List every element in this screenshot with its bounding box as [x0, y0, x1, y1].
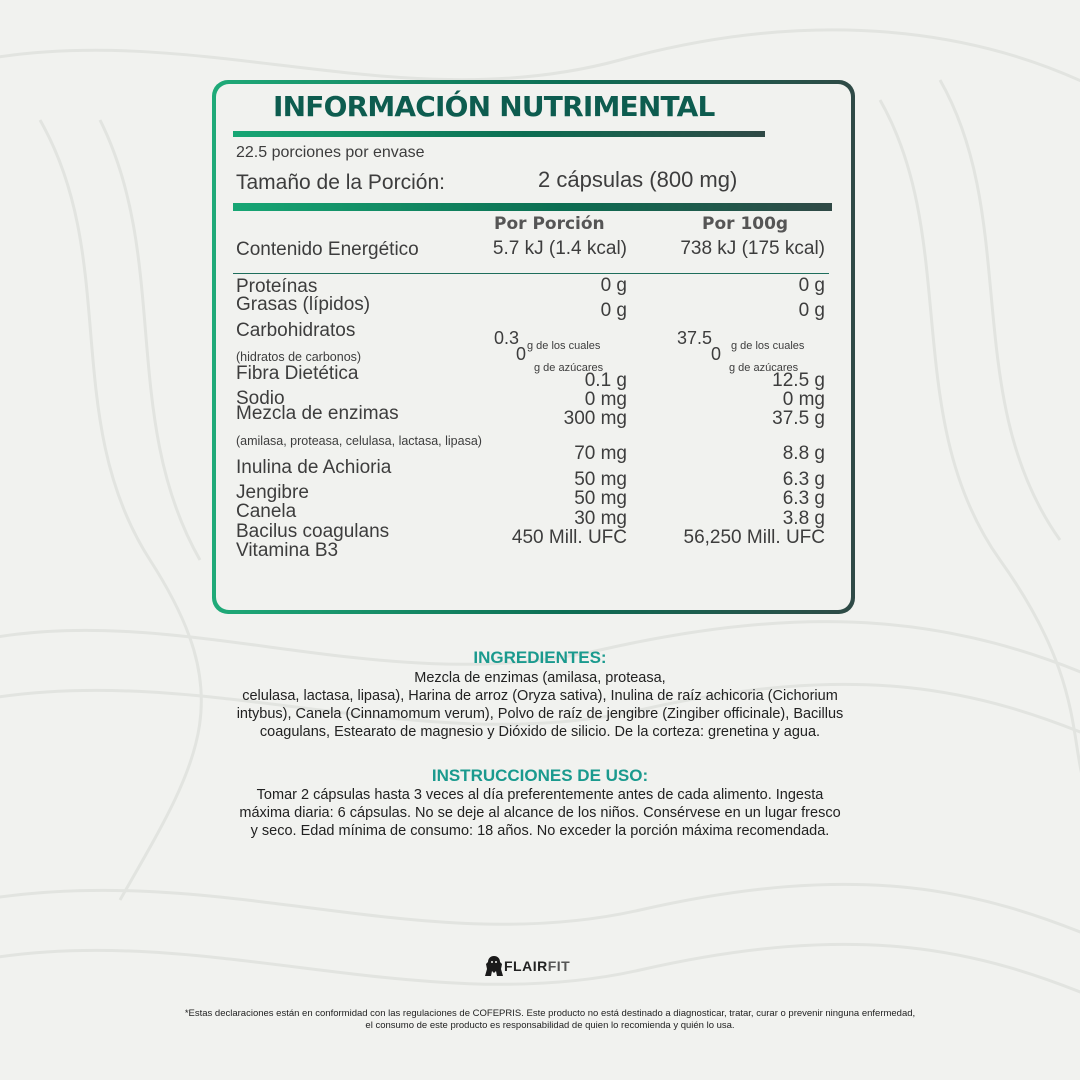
sugars-label-per-100g: g de azúcares [729, 362, 799, 374]
energy-per-100g: 738 kJ (175 kcal) [680, 238, 825, 259]
row-70-per-serving: 70 mg [574, 443, 627, 464]
col-header-per-100g: Por 100g [702, 214, 789, 234]
inulin-label: Inulina de Achioria [236, 457, 392, 478]
fiber-per-100g: 12.5 g [772, 370, 825, 391]
inulin-per-100g: 6.3 g [782, 469, 825, 490]
servings-per-container: 22.5 porciones por envase [236, 144, 425, 161]
fats-label: Grasas (lípidos) [236, 294, 371, 315]
enzymes-per-serving: 300 mg [563, 408, 627, 429]
brand-wordmark [504, 958, 570, 974]
cinnamon-per-serving: 30 mg [574, 508, 627, 529]
carbs-sub: (hidratos de carbonos) [236, 350, 362, 364]
carbs-of-which-per-100g: g de los cuales [731, 340, 805, 352]
cinnamon-label: Canela [236, 501, 297, 522]
row-70-per-100g: 8.8 g [782, 443, 825, 464]
ginger-per-serving: 50 mg [574, 488, 627, 509]
enzymes-per-100g: 37.5 g [772, 408, 825, 429]
ingredients-text: celulasa, lactasa, lipasa), Harina de arroz (Oryza sativa), Inulina de raíz achicoria (Cichorium intybus), Canela (Cinnamomum verum), Polvo de raíz de jengibre (Zingiber officinale), Bacillus coagulans, Estearato de magnesio y Dióxido de silicio. De la corteza: grenetina y agua. [236, 688, 844, 740]
serving-size-label: Tamaño de la Porción: [236, 171, 445, 194]
brand-flair: FLAIR [504, 958, 548, 974]
inulin-per-serving: 50 mg [574, 469, 627, 490]
col-header-per-serving: Por Porción [494, 214, 605, 234]
ingredients-line1: Mezcla de enzimas (amilasa, proteasa, [414, 670, 666, 686]
carbs-per-serving: 0.3 [494, 328, 520, 348]
nutrition-title: INFORMACIÓN NUTRIMENTAL [273, 90, 715, 123]
ginger-per-100g: 6.3 g [782, 488, 825, 509]
energy-per-serving: 5.7 kJ (1.4 kcal) [492, 238, 627, 259]
title-underline-bar [233, 131, 765, 137]
carbs-of-which-per-serving: g de los cuales [527, 340, 601, 352]
proteins-label: Proteínas [236, 276, 318, 297]
serving-size-value: 2 cápsulas (800 mg) [538, 167, 738, 192]
ingredients-title: INGREDIENTES: [473, 648, 607, 667]
sodium-per-serving: 0 mg [584, 389, 627, 410]
brand-fit: FIT [547, 958, 571, 974]
nutrition-panel-inner [216, 84, 851, 610]
disclaimer-line1: *Estas declaraciones están en conformidad con las regulaciones de COFEPRIS. Este producto no está destinado a diagnosticar, tratar, curar o prevenir ninguna enfermedad, [184, 1008, 916, 1019]
nutrition-panel [212, 80, 855, 614]
ginger-label: Jengibre [236, 482, 309, 503]
enzymes-label: Mezcla de enzimas [236, 403, 399, 424]
sodium-label: Sodio [236, 388, 285, 409]
sugars-per-100g: 0 [711, 344, 722, 364]
sugars-label-per-serving: g de azúcares [534, 362, 604, 374]
fats-per-100g: 0 g [798, 300, 825, 321]
header-separator-bar [233, 203, 832, 211]
energy-label: Contenido Energético [236, 239, 419, 260]
bacillus-per-100g: 56,250 Mill. UFC [683, 527, 825, 548]
energy-divider [233, 273, 829, 274]
carbs-label: Carbohidratos [236, 320, 356, 341]
disclaimer-line2: el consumo de este producto es responsabilidad de quien lo recomienda y quién lo usa. [365, 1020, 735, 1031]
sugars-per-serving: 0 [516, 344, 527, 364]
instructions-text: Tomar 2 cápsulas hasta 3 veces al día preferentemente antes de cada alimento. Ingesta máxima diaria: 6 cápsulas. No se deje al alcance de los niños. Consérvese en un lugar fresco y seco. Edad mínima de consumo: 18 años. No exceder la porción máxima recomendada. [239, 787, 841, 839]
proteins-per-100g: 0 g [798, 275, 825, 296]
vitamin-b3-label: Vitamina B3 [236, 540, 339, 561]
sodium-per-100g: 0 mg [782, 389, 825, 410]
bacillus-per-serving: 450 Mill. UFC [511, 527, 627, 548]
enzymes-sub: (amilasa, proteasa, celulasa, lactasa, lipasa) [236, 434, 482, 448]
bacillus-label: Bacilus coagulans [236, 521, 390, 542]
cinnamon-per-100g: 3.8 g [782, 508, 825, 529]
proteins-per-serving: 0 g [600, 275, 627, 296]
fiber-label: Fibra Dietética [236, 363, 359, 384]
fiber-per-serving: 0.1 g [584, 370, 627, 391]
gorilla-logo-icon [484, 955, 504, 977]
flairfit-logo [484, 954, 570, 978]
carbs-per-100g: 37.5 [677, 328, 713, 348]
instructions-title: INSTRUCCIONES DE USO: [431, 766, 649, 785]
disclaimer [100, 1008, 1000, 1032]
fats-per-serving: 0 g [600, 300, 627, 321]
